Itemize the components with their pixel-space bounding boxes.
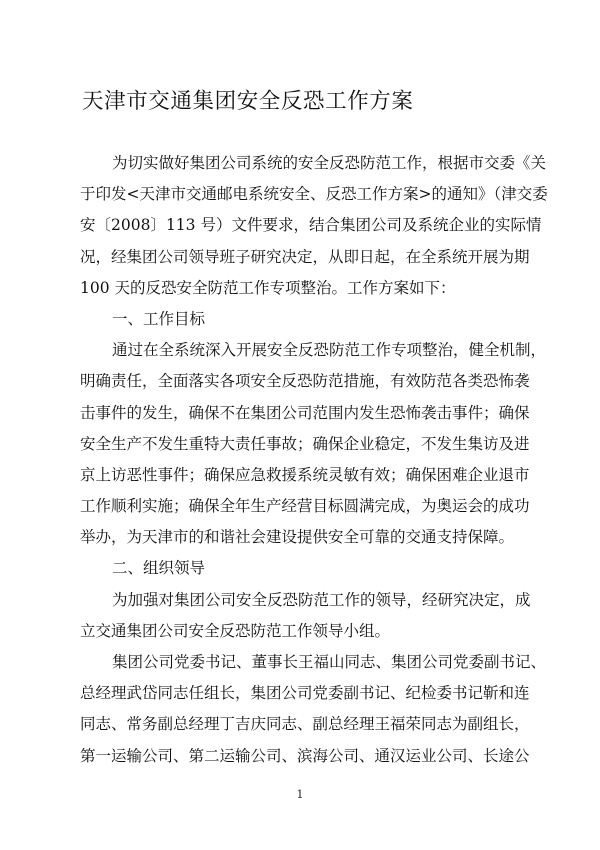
paragraph-line: 第一运输公司、第二运输公司、滨海公司、通汉运业公司、长途公 <box>80 746 530 765</box>
paragraph-line: 于印发<天津市交通邮电系统安全、反恐工作方案>的通知》（津交委 <box>80 185 548 204</box>
paragraph-line: 同志、常务副总经理丁吉庆同志、副总经理王福荣同志为副组长， <box>80 715 530 734</box>
document-title: 天津市交通集团安全反恐工作方案 <box>82 89 414 114</box>
paragraph-line: 明确责任，全面落实各项安全反恐防范措施，有效防范各类恐怖袭 <box>80 372 530 391</box>
paragraph-line: 为切实做好集团公司系统的安全反恐防范工作，根据市交委《关 <box>112 154 547 172</box>
paragraph-line: 集团公司党委书记、董事长王福山同志、集团公司党委副书记、 <box>112 653 547 671</box>
section-heading: 二、组织领导 <box>112 559 206 578</box>
paragraph-line: 击事件的发生，确保不在集团公司范围内发生恐怖袭击事件；确保 <box>80 403 530 422</box>
paragraph-line: 举办，为天津市的和谐社会建设提供安全可靠的交通支持保障。 <box>80 528 515 547</box>
paragraph-line: 总经理武岱同志任组长，集团公司党委副书记、纪检委书记靳和连 <box>80 684 530 703</box>
paragraph-line: 安〔2008〕113 号）文件要求，结合集团公司及系统企业的实际情 <box>80 216 542 235</box>
paragraph-line: 通过在全系统深入开展安全反恐防范工作专项整治，健全机制， <box>112 341 547 360</box>
paragraph-line: 京上访恶性事件；确保应急救援系统灵敏有效；确保困难企业退市 <box>80 465 530 484</box>
paragraph-line: 况，经集团公司领导班子研究决定，从即日起，在全系统开展为期 <box>80 247 530 266</box>
section-heading: 一、工作目标 <box>112 309 206 328</box>
page-number: 1 <box>296 788 304 801</box>
paragraph-line: 安全生产不发生重特大责任事故；确保企业稳定，不发生集访及进 <box>80 434 530 453</box>
paragraph-line: 工作顺利实施；确保全年生产经营目标圆满完成，为奥运会的成功 <box>80 497 530 516</box>
document-body <box>80 148 548 772</box>
paragraph-line: 为加强对集团公司安全反恐防范工作的领导，经研究决定，成 <box>112 590 531 609</box>
paragraph-line: 100 天的反恐安全防范工作专项整治。工作方案如下： <box>80 278 456 297</box>
paragraph-line: 立交通集团公司安全反恐防范工作领导小组。 <box>80 621 391 640</box>
